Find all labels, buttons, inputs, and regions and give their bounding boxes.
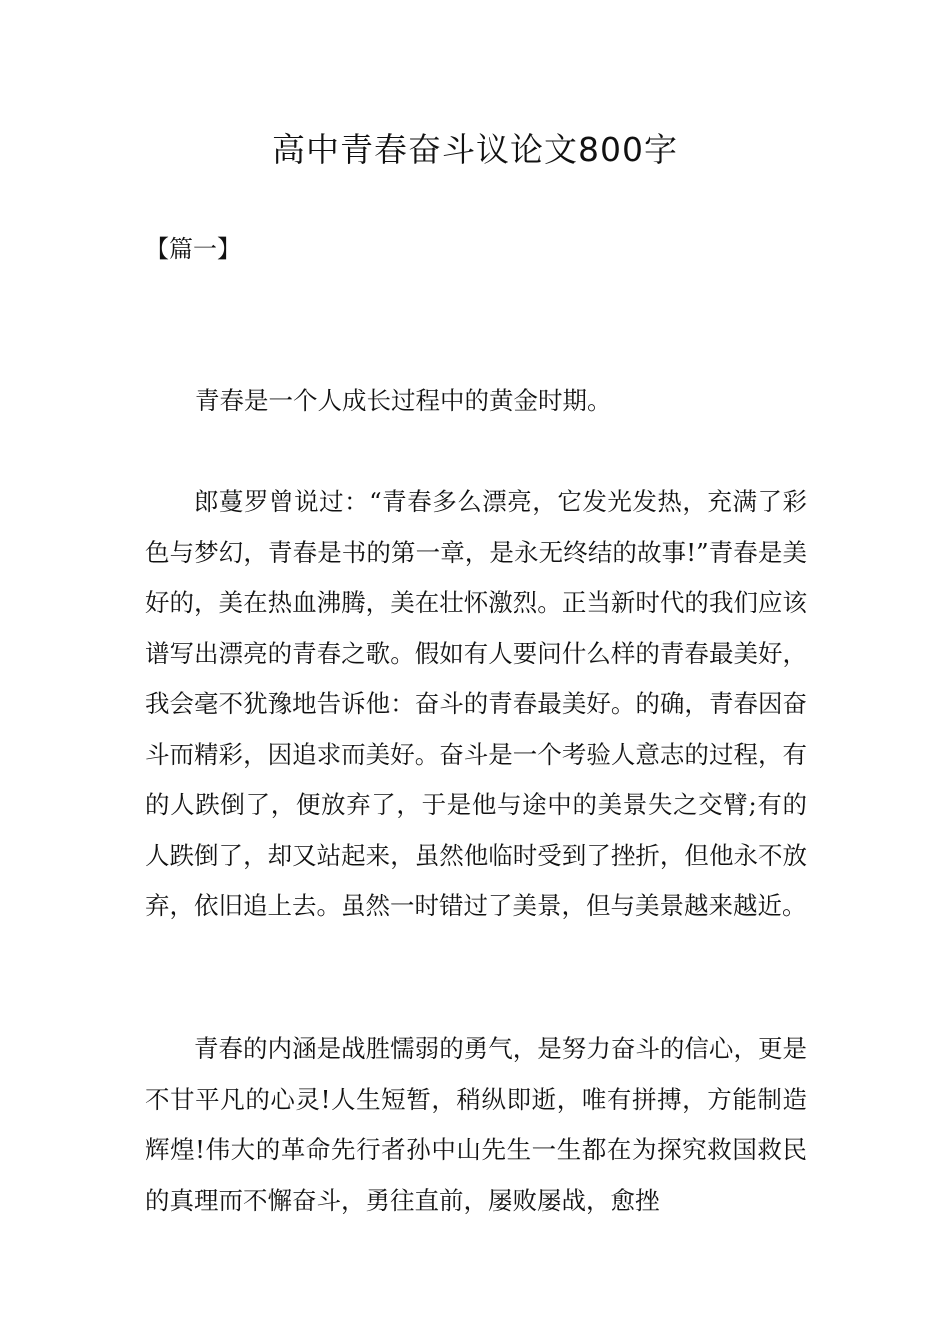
- document-title: 高中青春奋斗议论文800字: [272, 130, 678, 169]
- paragraph-1: 青春是一个人成长过程中的黄金时期。: [195, 386, 612, 415]
- paragraph-3: 青春的内涵是战胜懦弱的勇气，是努力奋斗的信心，更是不甘平凡的心灵!人生短暂，稍纵即逝，唯有拼搏，方能制造辉煌!伟大的革命先行者孙中山先生一生都在为探究救国救民的真理而不懈奋斗，勇往直前，屡败屡战，愈挫: [145, 1034, 807, 1215]
- paragraph-2: 郎蔓罗曾说过：“青春多么漂亮，它发光发热，充满了彩色与梦幻，青春是书的第一章，是永无终结的故事!”青春是美好的，美在热血沸腾，美在壮怀激烈。正当新时代的我们应该谱写出漂亮的青春之歌。假如有人要问什么样的青春最美好，我会毫不犹豫地告诉他：奋斗的青春最美好。的确，青春因奋斗而精彩，因追求而美好。奋斗是一个考验人意志的过程，有的人跌倒了，便放弃了，于是他与途中的美景失之交臂;有的人跌倒了，却又站起来，虽然他临时受到了挫折，但他永不放弃，依旧追上去。虽然一时错过了美景，但与美景越来越近。: [145, 487, 807, 920]
- section-label: 【篇一】: [145, 235, 241, 263]
